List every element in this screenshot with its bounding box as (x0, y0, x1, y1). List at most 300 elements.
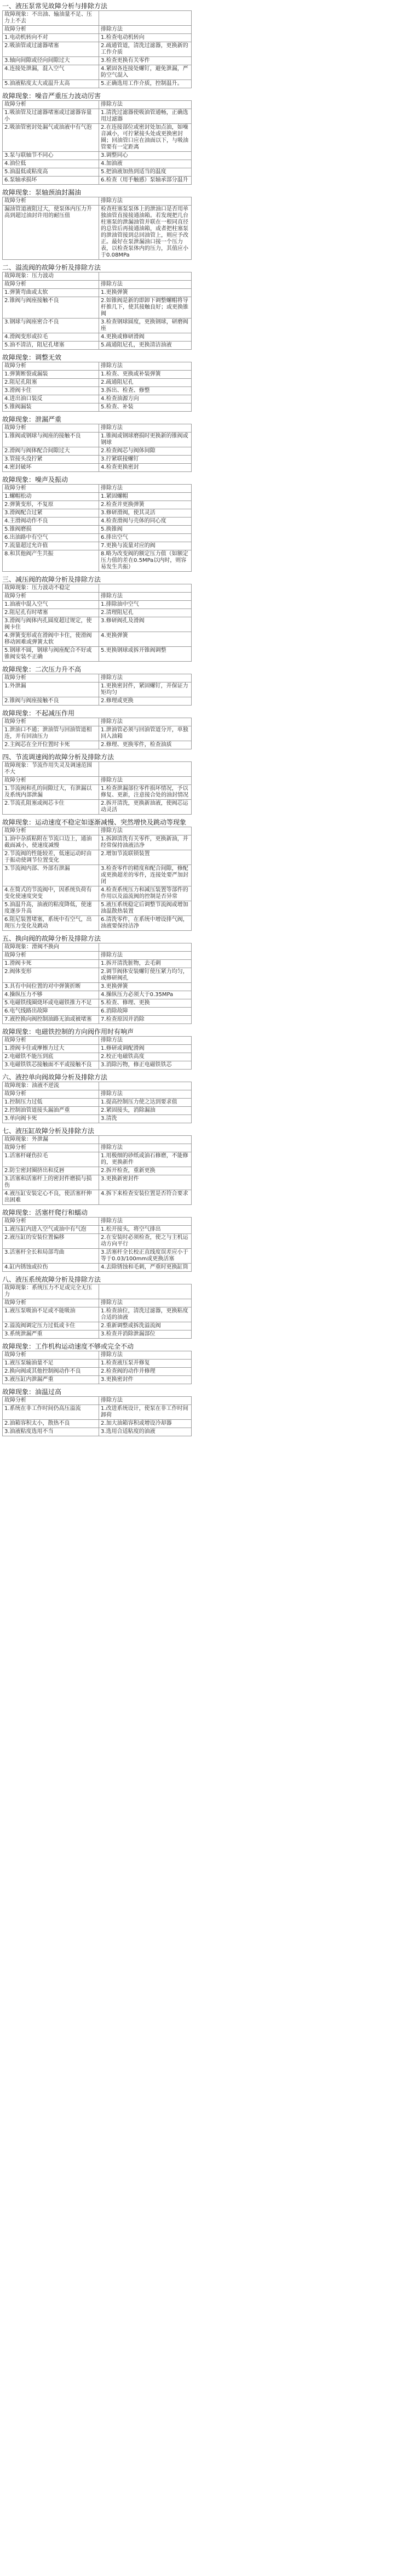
fault-remedy-cell: 2.修理或更换 (99, 697, 192, 706)
fault-remedy-cell: 2.修理、更换零件，检查油质 (99, 741, 192, 749)
fault-cause-cell: 6.阻尼装置堵塞，系统中有空气，出现压力变化及跳动 (3, 916, 99, 931)
fault-cause-cell: 故障分析 (3, 718, 99, 726)
fault-cause-cell: 故障分析 (3, 1037, 99, 1045)
fault-cause-cell: 2.阀体变形 (3, 968, 99, 983)
fault-cause-cell: 7.流量超过允许值 (3, 542, 99, 550)
fault-cause-cell: 1.油液中混入空气 (3, 601, 99, 609)
fault-remedy-cell: 5.正确选用工作介质，控制温升。 (99, 80, 192, 88)
fault-table (2, 424, 192, 472)
table-row (3, 177, 192, 185)
fault-remedy-cell: 排除方法 (99, 674, 192, 683)
fault-remedy-cell: 排除方法 (99, 827, 192, 835)
table-row (3, 835, 192, 850)
fault-table (2, 362, 192, 412)
fault-cause-cell: 3.泵与联轴节不同心 (3, 152, 99, 160)
fault-section (2, 818, 192, 931)
fault-remedy-cell: 2.拆开清洗，更换新油液，使阀芯运动灵活 (99, 800, 192, 815)
fault-cause-cell: 2.溢流阀调定压力过低或卡住 (3, 1322, 99, 1330)
fault-remedy-cell: 1.锥阀或钢球磨损时更换新的锥阀或钢球 (99, 433, 192, 447)
fault-remedy-cell: 5.换锥阀 (99, 526, 192, 534)
fault-cause-cell: 2.吸油管或过滤器堵塞 (3, 42, 99, 57)
fault-cause-cell: 故障分析 (3, 101, 99, 109)
section-title: 三、减压阀的故障分析及排除方法 (2, 576, 101, 583)
fault-remedy-cell: 排除方法 (99, 1218, 192, 1226)
fault-section (2, 1276, 192, 1339)
fault-cause-cell: 6.泵轴承损坏 (3, 177, 99, 185)
section-title: 故障现象：调整无效 (2, 354, 62, 361)
fault-cause-cell: 故障现象：节流作用失灵及调速范围不大 (3, 762, 99, 777)
fault-table (2, 943, 192, 1024)
fault-cause-cell: 4.连接处泄漏，混入空气 (3, 65, 99, 80)
fault-cause-cell: 2.阻尼孔有时堵塞 (3, 609, 99, 617)
table-row (3, 534, 192, 542)
table-row (3, 1115, 192, 1123)
fault-remedy-cell: 8.略为改变阀的额定压力值（如额定压力值的差在0.5MPa以内时，则容易发生共振） (99, 550, 192, 572)
fault-cause-cell: 3.轴向间隙或径向间隙过大 (3, 57, 99, 65)
fault-remedy-cell: 4.检查更换密封 (99, 464, 192, 472)
fault-cause-cell: 3.液压缸内泄漏严重 (3, 1376, 99, 1384)
fault-remedy-cell: 2.拆开检查，重新更换 (99, 1167, 192, 1175)
table-row (3, 1167, 192, 1175)
fault-remedy-cell (99, 272, 192, 281)
table-row (3, 433, 192, 447)
fault-cause-cell: 3.油液粘度选用不当 (3, 1428, 99, 1436)
fault-remedy-cell: 排除方法 (99, 101, 192, 109)
fault-cause-cell: 5.锥阀磨损 (3, 526, 99, 534)
fault-cause-cell: 故障分析 (3, 952, 99, 960)
fault-cause-cell: 2.锥阀与阀座接触不良 (3, 297, 99, 319)
fault-remedy-cell: 2.如锥阀是新的即卸下调整螺帽将导杆推几下，使其接触良好；或更换锥阀 (99, 297, 192, 319)
fault-cause-cell: 故障现象：系统压力不足或完全无压力 (3, 1284, 99, 1299)
table-row (3, 1190, 192, 1205)
fault-remedy-cell: 7.检查原因并消除 (99, 1016, 192, 1024)
fault-cause-cell: 3.活塞和活塞杆上的密封件磨损与损伤 (3, 1175, 99, 1190)
table-row (3, 1428, 192, 1436)
fault-cause-cell: 故障分析 (3, 362, 99, 371)
fault-table (2, 1036, 192, 1070)
table-row (3, 197, 192, 206)
fault-remedy-cell (99, 762, 192, 777)
fault-cause-cell: 2.控制油管道接头漏油严重 (3, 1107, 99, 1115)
fault-cause-cell: 2.油箱容积太小，散热不良 (3, 1420, 99, 1428)
fault-cause-cell: 1.吸油管及过滤器堵塞或过滤器容量小 (3, 109, 99, 124)
fault-table (2, 1135, 192, 1205)
fault-cause-cell: 5.锥阀漏装 (3, 403, 99, 412)
fault-cause-cell: 1.节流阀和孔的间隙过大，有泄漏以及系统内部泄漏 (3, 785, 99, 800)
table-row (3, 1397, 192, 1405)
table-row (3, 683, 192, 697)
fault-table (2, 1351, 192, 1384)
table-row (3, 726, 192, 741)
fault-cause-cell: 1.螺帽松动 (3, 493, 99, 501)
fault-remedy-cell: 1.排除油中空气 (99, 601, 192, 609)
fault-remedy-cell: 4.操纵压力必须大于0.35MPa (99, 991, 192, 999)
fault-cause-cell: 2.电磁铁不能压到底 (3, 1053, 99, 1061)
fault-remedy-cell: 4.更换弹簧 (99, 632, 192, 647)
fault-remedy-cell: 2.紧固接头，消除漏油 (99, 1107, 192, 1115)
fault-cause-cell: 故障现象：油液不逆流 (3, 1082, 99, 1090)
table-row (3, 124, 192, 152)
fault-cause-cell: 4.弹簧变形或在滑阀中卡住，使滑阀移动困难或弹簧太软 (3, 632, 99, 647)
fault-section (2, 666, 192, 706)
fault-remedy-cell: 6.排出空气 (99, 534, 192, 542)
fault-cause-cell: 3.具有中间位置的对中弹簧折断 (3, 983, 99, 991)
fault-remedy-cell: 排除方法 (99, 952, 192, 960)
fault-cause-cell: 故障现象：不出油、输油量不足、压力上不去 (3, 11, 99, 26)
fault-cause-cell: 故障分析 (3, 485, 99, 493)
table-row (3, 387, 192, 395)
fault-cause-cell: 3.滑阀与阀体内孔圆度超过规定，使阀卡住 (3, 617, 99, 632)
fault-remedy-cell: 排除方法 (99, 1037, 192, 1045)
fault-remedy-cell: 排除方法 (99, 362, 192, 371)
fault-cause-cell: 故障分析 (3, 197, 99, 206)
fault-cause-cell: 4.油位低 (3, 160, 99, 168)
section-title: 四、节流调速阀的故障分析及排除方法 (2, 753, 114, 761)
fault-cause-cell: 2.锥阀与阀座接触不良 (3, 697, 99, 706)
fault-cause-cell: 5.油液粘度太大或温升太高 (3, 80, 99, 88)
table-row (3, 886, 192, 901)
fault-cause-cell: 3.电磁铁铁芯接触面不平或接触不良 (3, 1061, 99, 1070)
fault-table (2, 1082, 192, 1123)
table-row (3, 518, 192, 526)
fault-remedy-cell: 排除方法 (99, 197, 192, 206)
fault-cause-cell: 4.液压缸安装定心不良，使活塞杆伸出困难 (3, 1190, 99, 1205)
fault-cause-cell: 故障分析 (3, 1144, 99, 1152)
table-row (3, 1016, 192, 1024)
table-row (3, 342, 192, 350)
fault-cause-cell: 2.阻尼孔阻塞 (3, 379, 99, 387)
fault-cause-cell: 1.滑阀卡住或摩擦力过大 (3, 1045, 99, 1053)
fault-cause-cell: 1.油中杂质粘附在节流口边上，通油截面减小，使速度减慢 (3, 835, 99, 850)
table-row (3, 160, 192, 168)
fault-cause-cell: 3.节流阀内部、外部有泄漏 (3, 865, 99, 886)
table-row (3, 168, 192, 177)
fault-remedy-cell: 3.清洗 (99, 1115, 192, 1123)
fault-cause-cell: 1.液压泵吸油不足或不能吸油 (3, 1307, 99, 1322)
section-title: 故障现象：运动速度不稳定如逐渐减慢、突然增快及跳动等现象 (2, 818, 187, 826)
fault-remedy-cell: 2.重新调整或拆洗溢流阀 (99, 1322, 192, 1330)
table-row (3, 741, 192, 749)
table-row (3, 1107, 192, 1115)
fault-cause-cell: 6.电气线路出故障 (3, 1008, 99, 1016)
table-row (3, 464, 192, 472)
table-row (3, 101, 192, 109)
section-title: 故障现象：二次压力升不高 (2, 666, 82, 673)
section-title: 故障现象：活塞杆爬行和蠕动 (2, 1209, 88, 1216)
table-row (3, 206, 192, 260)
table-row (3, 65, 192, 80)
fault-remedy-cell: 6.消除故障 (99, 1008, 192, 1016)
table-row (3, 785, 192, 800)
fault-section (2, 576, 192, 662)
fault-cause-cell: 1.滑阀卡死 (3, 960, 99, 968)
section-title: 八、液压系统故障分析及排除方法 (2, 1276, 101, 1283)
fault-cause-cell: 5.钢球不圆，钢球与阀座配合不好或锥阀安装不正确 (3, 647, 99, 662)
fault-remedy-cell: 5.检查、修理、更换 (99, 999, 192, 1008)
table-row (3, 1307, 192, 1322)
fault-cause-cell: 故障现象：压力波动不稳定 (3, 584, 99, 593)
fault-remedy-cell: 3.拧紧联接螺钉 (99, 456, 192, 464)
fault-remedy-cell: 排除方法 (99, 718, 192, 726)
fault-remedy-cell: 3.拆出、检查、修整 (99, 387, 192, 395)
fault-remedy-cell: 1.紧固螺帽 (99, 493, 192, 501)
section-title: 五、换向阀的故障分析及排除方法 (2, 935, 101, 942)
fault-remedy-cell: 7.更换与流量对应的阀 (99, 542, 192, 550)
table-row (3, 26, 192, 34)
section-title: 七、液压缸故障分析及排除方法 (2, 1127, 95, 1135)
fault-cause-cell: 1.弹簧弯曲或太软 (3, 289, 99, 297)
fault-cause-cell: 故障分析 (3, 777, 99, 785)
fault-section (2, 753, 192, 815)
fault-cause-cell: 故障分析 (3, 1090, 99, 1099)
section-title: 故障现象：油温过高 (2, 1388, 62, 1396)
fault-remedy-cell (99, 1284, 192, 1299)
fault-remedy-cell: 4.检查油源方向 (99, 395, 192, 403)
table-row (3, 80, 192, 88)
fault-cause-cell: 4.操纵压力不够 (3, 991, 99, 999)
table-row (3, 1144, 192, 1152)
fault-cause-cell: 3.钢球与阀座密合不良 (3, 319, 99, 333)
fault-cause-cell: 1.液压缸内进入空气或油中有气泡 (3, 1226, 99, 1234)
table-row (3, 1376, 192, 1384)
fault-section (2, 1388, 192, 1436)
table-row (3, 952, 192, 960)
table-row (3, 34, 192, 42)
table-row (3, 1249, 192, 1264)
fault-remedy-cell: 1.更换弹簧 (99, 289, 192, 297)
fault-section (2, 92, 192, 185)
table-row (3, 550, 192, 572)
fault-remedy-cell: 1.检查电动机转向 (99, 34, 192, 42)
fault-remedy-cell: 2.检查阀的动作并修理 (99, 1368, 192, 1376)
fault-cause-cell: 故障分析 (3, 1218, 99, 1226)
fault-remedy-cell: 1.检查油位，清洗过滤器，更换粘度合适的油液 (99, 1307, 192, 1322)
table-row (3, 152, 192, 160)
fault-remedy-cell: 3.调整同心 (99, 152, 192, 160)
table-row (3, 1368, 192, 1376)
fault-remedy-cell: 排除方法 (99, 1351, 192, 1360)
fault-cause-cell: 2.节流孔阻塞或阀芯卡住 (3, 800, 99, 815)
fault-section (2, 2, 192, 88)
table-row (3, 493, 192, 501)
fault-remedy-cell: 4.更换或修研滑阀 (99, 333, 192, 342)
section-title: 二、溢流阀的故障分析及排除方法 (2, 264, 101, 271)
table-row (3, 1226, 192, 1234)
table-row (3, 289, 192, 297)
fault-remedy-cell: 排除方法 (99, 1299, 192, 1307)
fault-remedy-cell: 2.校正电磁铁高度 (99, 1053, 192, 1061)
section-title: 故障现象：噪声及振动 (2, 476, 68, 484)
fault-remedy-cell: 排除方法 (99, 777, 192, 785)
fault-remedy-cell: 排除方法 (99, 593, 192, 601)
fault-remedy-cell: 1.拆卸清洗有关零件，更换新油，并经常保持油液洁净 (99, 835, 192, 850)
fault-cause-cell: 1.弹簧断裂或漏装 (3, 371, 99, 379)
table-row (3, 1264, 192, 1272)
table-row (3, 983, 192, 991)
fault-remedy-cell: 1.改进系统设计，使泵在非工作时间卸荷 (99, 1405, 192, 1420)
section-title: 故障现象：电磁铁控制的方向阀作用时有响声 (2, 1028, 134, 1036)
fault-remedy-cell: 1.用极细的砂纸或油石修磨，不能修的，更换新件 (99, 1152, 192, 1167)
fault-table (2, 761, 192, 815)
fault-remedy-cell: 3.更换弹簧 (99, 983, 192, 991)
fault-table (2, 484, 192, 572)
fault-remedy-cell: 3.修研阀孔及滑阀 (99, 617, 192, 632)
fault-cause-cell: 故障分析 (3, 827, 99, 835)
table-row (3, 1405, 192, 1420)
fault-table (2, 100, 192, 185)
fault-section (2, 476, 192, 572)
fault-remedy-cell: 4.去除锈蚀和毛刺，严重时更换缸筒 (99, 1264, 192, 1272)
table-row (3, 362, 192, 371)
table-row (3, 850, 192, 865)
table-row (3, 1234, 192, 1249)
table-row (3, 281, 192, 289)
fault-cause-cell: 2.防尘密封圈挤出和反唇 (3, 1167, 99, 1175)
table-row (3, 109, 192, 124)
fault-table (2, 584, 192, 662)
fault-remedy-cell: 3.检查更换有关零件 (99, 57, 192, 65)
fault-cause-cell: 故障分析 (3, 593, 99, 601)
fault-cause-cell: 漏油管道液阻过大，使泵体内压力升高到超过油封许用的耐压值 (3, 206, 99, 260)
table-row (3, 777, 192, 785)
table-row (3, 609, 192, 617)
fault-remedy-cell (99, 1082, 192, 1090)
fault-remedy-cell: 排除方法 (99, 1144, 192, 1152)
table-row (3, 1322, 192, 1330)
fault-remedy-cell: 2.疏通阻尼孔 (99, 379, 192, 387)
fault-section (2, 1073, 192, 1123)
table-row (3, 1299, 192, 1307)
table-row (3, 485, 192, 493)
fault-cause-cell: 故障分析 (3, 674, 99, 683)
fault-remedy-cell (99, 1136, 192, 1144)
fault-remedy-cell: 3.检查并消除泄漏部位 (99, 1330, 192, 1339)
fault-cause-cell: 2.滑阀与阀体配合间隙过大 (3, 447, 99, 456)
fault-cause-cell: 故障分析 (3, 424, 99, 433)
fault-remedy-cell: 1.泄油管必须与回油管道分开，单独回入油箱 (99, 726, 192, 741)
fault-cause-cell: 4.进出油口装反 (3, 395, 99, 403)
fault-remedy-cell: 5.疏通阻尼孔，更换清洁油液 (99, 342, 192, 350)
table-row (3, 800, 192, 815)
fault-remedy-cell: 3.消除污物，修正电磁铁铁芯 (99, 1061, 192, 1070)
fault-remedy-cell: 2.调节阀体安装螺钉使压紧力均匀，或修研阀孔 (99, 968, 192, 983)
section-title: 一、液压泵常见故障分析与排除方法 (2, 2, 108, 10)
table-row (3, 617, 192, 632)
fault-cause-cell: 3.系统泄漏严重 (3, 1330, 99, 1339)
table-row (3, 584, 192, 593)
table-row (3, 526, 192, 534)
table-row (3, 827, 192, 835)
fault-remedy-cell: 4.加油液 (99, 160, 192, 168)
fault-remedy-cell: 1.松开接头，将空气排出 (99, 1226, 192, 1234)
fault-cause-cell: 故障分析 (3, 281, 99, 289)
fault-section (2, 354, 192, 412)
fault-section (2, 264, 192, 350)
fault-remedy-cell: 3.检查零件的精度和配合间隙，修配或更换超差的零件，连接处要严加封闭 (99, 865, 192, 886)
table-row (3, 632, 192, 647)
fault-remedy-cell: 排除方法 (99, 26, 192, 34)
table-row (3, 960, 192, 968)
fault-remedy-cell: 6.清洗零件，在系统中增设排气阀，油液要保持洁净 (99, 916, 192, 931)
table-row (3, 501, 192, 509)
fault-cause-cell: 1.泄油口不通；泄油管与回油管道相连，并有回油压力 (3, 726, 99, 741)
fault-cause-cell: 3.单向阀卡死 (3, 1115, 99, 1123)
table-row (3, 42, 192, 57)
fault-cause-cell: 6.出油路中有空气 (3, 534, 99, 542)
table-row (3, 762, 192, 777)
fault-table (2, 674, 192, 706)
fault-remedy-cell: 1.修研或调配滑阀 (99, 1045, 192, 1053)
fault-cause-cell: 1.活塞杆碰伤拉毛 (3, 1152, 99, 1167)
fault-remedy-cell: 6.检查（用手触感）泵轴承部分温升 (99, 177, 192, 185)
fault-remedy-cell: 1.提高控制压力使之达到要求值 (99, 1099, 192, 1107)
fault-cause-cell: 2.节流阀的性能较差，低速运动时由于振动使调节位置变化 (3, 850, 99, 865)
table-row (3, 1090, 192, 1099)
fault-section (2, 709, 192, 749)
fault-cause-cell: 5.油温升高，油液的粘度降低，使速度逐步升高 (3, 901, 99, 916)
fault-remedy-cell: 3.选用合适粘度的油液 (99, 1428, 192, 1436)
fault-remedy-cell: 1.拆开清洗脏物，去毛刺 (99, 960, 192, 968)
fault-table (2, 197, 192, 260)
table-row (3, 379, 192, 387)
fault-section (2, 1343, 192, 1384)
table-row (3, 1284, 192, 1299)
document (2, 2, 192, 1440)
section-title: 故障现象：工作机构运动速度不够或完全不动 (2, 1343, 134, 1350)
table-row (3, 371, 192, 379)
fault-remedy-cell: 检查柱塞泵泵体上的泄油口是否用单独油管直接接通油箱。若发现把几台柱塞泵的泄漏油管并联在一根同直径的总管后再接通油箱，或者把柱塞泵的泄油管接到总回油管上，则应予改正。最好在泵泄漏油口接一个压力表，以检查泵体内的压力，其值应小于0.08MPa (99, 206, 192, 260)
table-row (3, 916, 192, 931)
fault-table (2, 1284, 192, 1339)
table-row (3, 403, 192, 412)
fault-cause-cell: 4.在简式的节流阀中，因系统负荷有变化使速度突变 (3, 886, 99, 901)
fault-remedy-cell: 1.检查、更换或补装弹簧 (99, 371, 192, 379)
fault-remedy-cell: 2.在连接部位或密封处加点油，如噪音减小，可拧紧接头处或更换密封圈；回油管口应在油面以下，与吸油管要有一定距离 (99, 124, 192, 152)
fault-cause-cell: 5.油不清洁，阻尼孔堵塞 (3, 342, 99, 350)
table-row (3, 447, 192, 456)
section-title: 六、液控单向阀故障分析及排除方法 (2, 1073, 108, 1081)
table-row (3, 999, 192, 1008)
table-row (3, 1082, 192, 1090)
table-row (3, 1053, 192, 1061)
fault-table (2, 10, 192, 88)
table-row (3, 1330, 192, 1339)
fault-remedy-cell: 2.检查并更换弹簧 (99, 501, 192, 509)
fault-remedy-cell: 3.检查钢球圆度，更换钢球，研磨阀座 (99, 319, 192, 333)
fault-cause-cell: 4.主滑阀动作不良 (3, 518, 99, 526)
table-row (3, 968, 192, 983)
fault-cause-cell: 2.吸油管密封处漏气或油液中有气泡 (3, 124, 99, 152)
table-row (3, 1360, 192, 1368)
table-row (3, 1037, 192, 1045)
fault-cause-cell: 2.弹簧变形，不复原 (3, 501, 99, 509)
fault-cause-cell: 2.主阀芯在全开位置时卡死 (3, 741, 99, 749)
table-row (3, 1218, 192, 1226)
fault-remedy-cell: 2.清理阻尼孔 (99, 609, 192, 617)
fault-cause-cell: 3.滑阀配合过紧 (3, 509, 99, 518)
table-row (3, 1008, 192, 1016)
fault-section (2, 1127, 192, 1205)
table-row (3, 272, 192, 281)
fault-cause-cell: 7.液控换向阀控制油路无油或被堵塞 (3, 1016, 99, 1024)
table-row (3, 647, 192, 662)
table-row (3, 11, 192, 26)
table-row (3, 1420, 192, 1428)
fault-cause-cell: 故障现象：压力波动 (3, 272, 99, 281)
table-row (3, 1045, 192, 1053)
fault-remedy-cell: 3.修研滑阀，使其灵活 (99, 509, 192, 518)
fault-remedy-cell (99, 11, 192, 26)
